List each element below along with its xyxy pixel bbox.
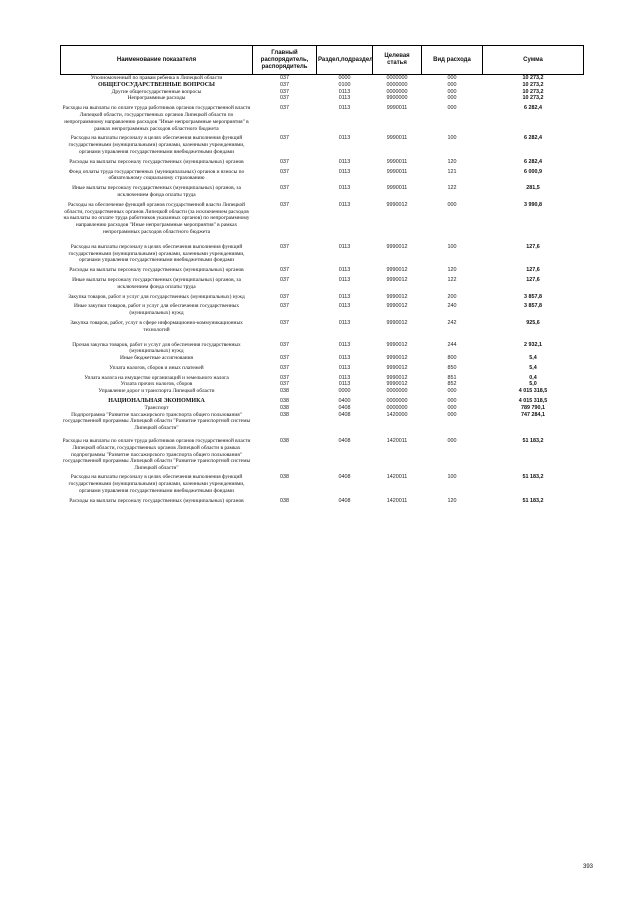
row-target-code: 9990012 [386,319,408,326]
table-row [61,82,584,89]
page-number: 393 [583,864,594,870]
header-expense: Вид расхода [422,46,483,75]
row-admin-code: 037 [280,95,289,102]
row-section-code: 0113 [338,293,351,300]
row-section-code: 0113 [338,135,351,142]
row-section-code: 0408 [338,404,351,411]
row-expense-code: 800 [447,355,457,362]
row-sum: 127,6 [526,267,540,274]
row-expense-code: 851 [447,374,457,381]
row-expense-code: 100 [447,474,457,481]
row-expense-code: 000 [447,404,457,411]
row-section-code: 0408 [338,474,351,481]
row-sum: 281,5 [526,185,540,192]
row-sum: 2 932,1 [524,341,542,348]
row-name: Иные выплаты персоналу государственных (муниципальных) органов, за исключением фонда оплаты труда [72,185,241,198]
row-section-code: 0113 [338,276,351,283]
row-expense-code: 242 [447,319,457,326]
row-admin-code: 037 [280,381,289,388]
row-target-code: 1420000 [386,411,408,418]
table-row [61,412,584,432]
row-expense-code: 850 [447,364,457,371]
row-expense-code: 000 [447,81,457,88]
row-section-code: 0408 [338,498,351,505]
row-section-code: 0113 [338,105,351,112]
row-section-code: 0113 [338,355,351,362]
row-admin-code: 038 [280,388,289,395]
row-sum: 6 282,4 [524,135,542,142]
row-sum: 4 015 318,5 [518,388,548,395]
row-name: Расходы на выплаты персоналу в целях обеспечения выполнения функций государственными (муниципальными) органами, казенными учреждениями, органами управления государственными внебюджетными фондами [68,135,245,155]
row-name: Непрограммные расходы [127,95,186,102]
row-name: Другие общегосударственные вопросы [111,88,202,95]
row-name: Расходы на выплаты персоналу государственных (муниципальных) органов [69,498,244,505]
row-admin-code: 037 [280,355,289,362]
row-target-code: 9990012 [386,381,408,388]
row-target-code: 9990012 [386,267,408,274]
row-admin-code: 038 [280,474,289,481]
row-target-code: 9990011 [386,105,408,112]
row-sum: 10 273,2 [522,88,544,95]
row-name: Расходы на выплаты персоналу государственных (муниципальных) органов [69,267,244,274]
row-name: Закупка товаров, работ и услуг для государственных (муниципальных) нужд [68,293,245,300]
row-sum: 127,6 [526,243,540,250]
row-expense-code: 122 [447,185,457,192]
row-target-code: 0000000 [386,88,408,95]
row-sum: 5,4 [529,364,537,371]
row-admin-code: 037 [280,319,289,326]
row-section-code: 0408 [338,411,351,418]
row-target-code: 1420011 [386,474,408,481]
row-name: Управление дорог и транспорта Липецкой области [98,388,215,395]
row-section-code: 0113 [338,88,351,95]
row-target-code: 9990011 [386,185,408,192]
row-name: Уплата налога на имущество организаций и земельного налога [84,374,229,381]
row-section-code: 0113 [338,243,351,250]
table-row [61,132,584,155]
row-expense-code: 244 [447,341,457,348]
table-row [61,395,584,405]
row-target-code: 0000000 [386,81,408,88]
row-target-code: 9990011 [386,168,408,175]
table-row [61,317,584,334]
table-row [61,182,584,199]
row-admin-code: 037 [280,341,289,348]
row-section-code: 0113 [338,158,351,165]
row-admin-code: 037 [280,88,289,95]
table-row [61,199,584,236]
table-header-row [61,46,584,75]
row-expense-code: 852 [447,381,457,388]
row-expense-code: 000 [447,398,457,405]
row-name: Иные бюджетные ассигнования [120,355,193,362]
row-sum: 51 183,2 [522,474,544,481]
table-row [61,355,584,362]
row-expense-code: 120 [447,158,457,165]
row-target-code: 9990012 [386,364,408,371]
row-admin-code: 037 [280,243,289,250]
row-expense-code: 122 [447,276,457,283]
table-row [61,75,584,82]
row-sum: 3 857,8 [524,293,542,300]
row-expense-code: 100 [447,135,457,142]
row-expense-code: 000 [447,95,457,102]
row-target-code: 1420011 [386,498,408,505]
row-expense-code: 240 [447,303,457,310]
row-name: Иные закупки товаров, работ и услуг для обеспечения государственных (муниципальных) нужд [73,303,240,317]
row-expense-code: 000 [447,388,457,395]
table-row [61,334,584,356]
row-target-code: 9990012 [386,341,408,348]
row-target-code: 9990012 [386,201,408,208]
row-name: Расходы на выплаты по оплате труда работников органов государственной власти Липецкой области, государственных органов Липецкой области по непрограммному направлению расходов "Иные непрограммные мероприятия" в рамках непрограммных расходов областного бюджета [62,105,251,132]
row-admin-code: 037 [280,75,289,81]
row-target-code: 0000000 [386,404,408,411]
row-section-code: 0113 [338,374,351,381]
row-sum: 0,4 [529,374,537,381]
row-sum: 127,6 [526,276,540,283]
row-sum: 747 284,1 [521,411,545,418]
row-admin-code: 038 [280,498,289,505]
table-row [61,388,584,395]
table-row [61,300,584,317]
row-name: Фонд оплаты труда государственных (муниципальных) органов и взносы по обязательному социальному страхованию [68,168,245,182]
row-section-code: 0113 [338,201,351,208]
row-name: Расходы на выплаты персоналу в целях обеспечения выполнения функций государственными (муниципальными) органами, казенными учреждениями, органами управления государственными внебюджетными фондами [68,243,245,264]
row-target-code: 9990011 [386,158,408,165]
header-admin: Главный распорядитель, распорядитель [253,46,317,75]
row-section-code: 0113 [338,168,351,175]
table-row [61,494,584,505]
row-expense-code: 100 [447,243,457,250]
row-section-code: 0000 [338,388,351,395]
row-name: Уплата прочих налогов, сборов [120,381,193,388]
row-expense-code: 121 [447,168,457,175]
row-name: Расходы на выплаты персоналу в целях обеспечения выполнения функций государственными (муниципальными) органами, казенными учреждениями, органами управления государственными внебюджетными фондами [68,474,245,494]
row-sum: 5,0 [529,381,537,388]
row-target-code: 9990012 [386,374,408,381]
header-name: Наименование показателя [61,46,253,75]
row-name: Закупка товаров, работ, услуг в сфере информационно-коммуникационных технологий [70,319,243,333]
row-expense-code: 000 [447,105,457,112]
row-expense-code: 200 [447,293,457,300]
row-name: Расходы на обеспечение функций органов государственной власти Липецкой области, государственных органов Липецкой области (за исключением расходов на выплаты по оплате труда работников указанных органов) по непрограммному направлению расходов "Иные непрограммные мероприятия" в рамках непрограммных расходов областного бюджета [63,201,250,235]
row-section-code: 0113 [338,319,351,326]
row-name: Уполномоченный по правам ребенка в Липецкой области [90,75,223,81]
row-target-code: 9900000 [386,95,408,102]
budget-table-sheet [60,45,583,505]
row-target-code: 0000000 [386,398,408,405]
table-row [61,274,584,291]
row-section-code: 0113 [338,95,351,102]
table-row [61,95,584,102]
row-sum: 10 273,2 [522,75,544,81]
row-section-code: 0408 [338,438,351,445]
table-row [61,362,584,372]
row-admin-code: 037 [280,81,289,88]
row-section-code: 0113 [338,267,351,274]
table-row [61,291,584,301]
row-section-code: 0100 [338,81,351,88]
row-section-code: 0113 [338,341,351,348]
row-name: Прочая закупка товаров, работ и услуг для обеспечения государственных (муниципальных) нужд [72,341,241,355]
row-target-code: 9990012 [386,303,408,310]
table-row [61,236,584,264]
row-admin-code: 037 [280,364,289,371]
row-sum: 10 273,2 [522,81,544,88]
row-target-code: 9990012 [386,293,408,300]
row-sum: 925,6 [526,319,540,326]
row-expense-code: 120 [447,498,457,505]
row-name: Расходы на выплаты по оплате труда работников органов государственной власти Липецкой области, государственных органов Липецкой области в рамках подпрограммы "Развитие пассажирского транспорта общего пользования" государственной программы Липецкой области "Развитие транспортной системы Липецкой области" [62,438,251,472]
header-target: Целевая статья [373,46,422,75]
header-section: Раздел,подраздел [317,46,373,75]
table-row [61,102,584,132]
row-admin-code: 037 [280,201,289,208]
table-row [61,264,584,274]
row-expense-code: 000 [447,411,457,418]
table-row [61,472,584,494]
row-name: Расходы на выплаты персоналу государственных (муниципальных) органов [69,158,244,165]
row-target-code: 9990012 [386,355,408,362]
row-name: Транспорт [144,404,169,411]
row-expense-code: 000 [447,438,457,445]
row-admin-code: 037 [280,267,289,274]
row-section-code: 0000 [338,75,351,81]
table-row [61,432,584,472]
row-section-code: 0400 [338,398,351,405]
row-admin-code: 037 [280,158,289,165]
budget-table [60,45,584,505]
row-admin-code: 037 [280,135,289,142]
row-admin-code: 037 [280,374,289,381]
row-target-code: 9990011 [386,135,408,142]
row-admin-code: 037 [280,293,289,300]
row-sum: 3 857,8 [524,303,542,310]
row-target-code: 1420011 [386,438,408,445]
table-row [61,89,584,96]
row-sum: 10 273,2 [522,95,544,102]
row-target-code: 0000000 [386,388,408,395]
row-target-code: 9990012 [386,276,408,283]
row-admin-code: 037 [280,185,289,192]
row-expense-code: 000 [447,75,457,81]
row-name: ОБЩЕГОСУДАРСТВЕННЫЕ ВОПРОСЫ [98,81,215,88]
row-sum: 6 000,9 [524,168,542,175]
row-sum: 6 282,4 [524,158,542,165]
row-section-code: 0113 [338,185,351,192]
row-sum: 4 015 318,5 [518,398,548,405]
row-name: НАЦИОНАЛЬНАЯ ЭКОНОМИКА [108,398,205,405]
row-expense-code: 120 [447,267,457,274]
table-row [61,372,584,382]
row-expense-code: 000 [447,201,457,208]
row-admin-code: 037 [280,303,289,310]
row-admin-code: 038 [280,398,289,405]
table-row [61,405,584,412]
row-admin-code: 037 [280,276,289,283]
table-row [61,156,584,166]
row-admin-code: 037 [280,105,289,112]
table-row [61,166,584,183]
row-admin-code: 037 [280,168,289,175]
row-section-code: 0113 [338,381,351,388]
row-section-code: 0113 [338,303,351,310]
row-admin-code: 038 [280,411,289,418]
row-target-code: 0000000 [386,75,408,81]
row-sum: 789 790,1 [521,404,545,411]
row-sum: 5,4 [529,355,537,362]
row-sum: 51 183,2 [522,498,544,505]
row-name: Подпрограмма "Развитие пассажирского транспорта общего пользования" государственной программы Липецкой области "Развитие транспортной системы Липецкой области" [62,411,251,432]
row-sum: 6 282,4 [524,105,542,112]
row-section-code: 0113 [338,364,351,371]
row-expense-code: 000 [447,88,457,95]
row-admin-code: 038 [280,438,289,445]
header-sum: Сумма [483,46,584,75]
row-sum: 3 990,8 [524,201,542,208]
row-name: Иные выплаты персоналу государственных (муниципальных) органов, за исключением фонда оплаты труда [72,276,241,290]
row-target-code: 9990012 [386,243,408,250]
row-sum: 51 183,2 [522,438,544,445]
row-admin-code: 038 [280,404,289,411]
row-name: Уплата налогов, сборов и иных платежей [109,364,204,371]
